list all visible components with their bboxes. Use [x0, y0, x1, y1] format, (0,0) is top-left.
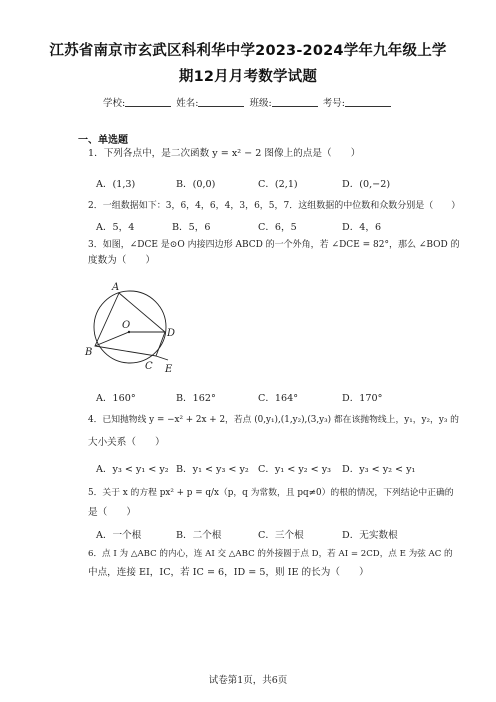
exam-number-blank	[345, 97, 391, 107]
q3-option-d: D．170°	[342, 393, 383, 404]
class-label: 班级:	[249, 98, 272, 109]
q1-option-b: B．(0,0)	[176, 179, 216, 190]
q1-option-c: C．(2,1)	[258, 179, 298, 190]
q2-option-a: A．5，4	[96, 222, 135, 233]
student-info-row	[0, 95, 496, 109]
q2-option-b: B．5，6	[172, 222, 211, 233]
question-5-text-line2: 是（ ）	[88, 507, 136, 518]
q5-option-a: A．一个根	[96, 530, 142, 541]
exam-number-label: 考号:	[322, 98, 345, 109]
q5-option-b: B．二个根	[176, 530, 222, 541]
question-4-text-line1: 4．已知抛物线 y = −x² + 2x + 2，若点 (0,y₁),(1,y₂),(3,y₃) 都在该抛物线上，y₁，y₂，y₃ 的	[88, 415, 459, 425]
question-5-text-line1: 5．关于 x 的方程 px² + p = q/x（p，q 为常数，且 pq≠0）的根的情况，下列结论中正确的	[88, 488, 454, 498]
q4-option-b: B．y₁ < y₃ < y₂	[176, 464, 249, 475]
label-a: A	[112, 282, 120, 293]
question-1-text: 1．下列各点中，是二次函数 y = x² − 2 图像上的点是（ ）	[88, 148, 361, 159]
exam-title-line2: 期12月月考数学试题	[178, 69, 318, 85]
question-3-text-line2: 度数为（ ）	[88, 255, 156, 266]
label-e: E	[165, 364, 173, 375]
q3-option-c: C．164°	[258, 393, 299, 404]
q2-option-d: D．4，6	[342, 222, 382, 233]
q4-option-c: C．y₁ < y₂ < y₃	[258, 464, 332, 475]
question-3-text-line1: 3．如图，∠DCE 是⊙O 内接四边形 ABCD 的一个外角，若 ∠DCE = 82°，那么 ∠BOD 的	[88, 240, 460, 250]
label-d: D	[167, 328, 176, 339]
q5-option-c: C．三个根	[258, 530, 304, 541]
label-c: C	[145, 361, 153, 372]
q4-option-d: D．y₃ < y₂ < y₁	[342, 464, 416, 475]
name-blank	[198, 97, 244, 107]
q1-option-d: D．(0,−2)	[342, 179, 391, 190]
q1-option-a: A．(1,3)	[96, 179, 136, 190]
question-6-text-line1: 6．点 I 为 △ABC 的内心，连 AI 交 △ABC 的外接圆于点 D，若 AI = 2CD，点 E 为弦 AC 的	[88, 549, 453, 559]
q3-option-b: B．162°	[176, 393, 216, 404]
school-label: 学校:	[103, 98, 126, 109]
question-4-text-line2: 大小关系（ ）	[88, 437, 165, 448]
q4-option-a: A．y₃ < y₁ < y₂	[96, 464, 169, 475]
q5-option-d: D．无实数根	[342, 530, 398, 541]
name-label: 姓名:	[176, 98, 199, 109]
class-blank	[272, 97, 318, 107]
label-b: B	[85, 347, 93, 358]
q3-option-a: A．160°	[96, 393, 136, 404]
section-heading: 一、单选题	[78, 135, 128, 146]
question-6-text-line2: 中点，连接 EI，IC，若 IC = 6，ID = 5，则 IE 的长为（ ）	[88, 567, 369, 578]
q2-option-c: C．6，5	[258, 222, 297, 233]
page-footer: 试卷第1页，共6页	[208, 675, 288, 686]
label-o: O	[122, 320, 131, 331]
school-blank	[125, 97, 171, 107]
circle-quadrilateral-figure	[80, 280, 190, 380]
exam-title-line1: 江苏省南京市玄武区科利华中学2023-2024学年九年级上学	[49, 43, 447, 59]
question-2-text: 2．一组数据如下：3，6，4，6，4，3，6，5，7．这组数据的中位数和众数分别是（ ）	[88, 201, 461, 211]
